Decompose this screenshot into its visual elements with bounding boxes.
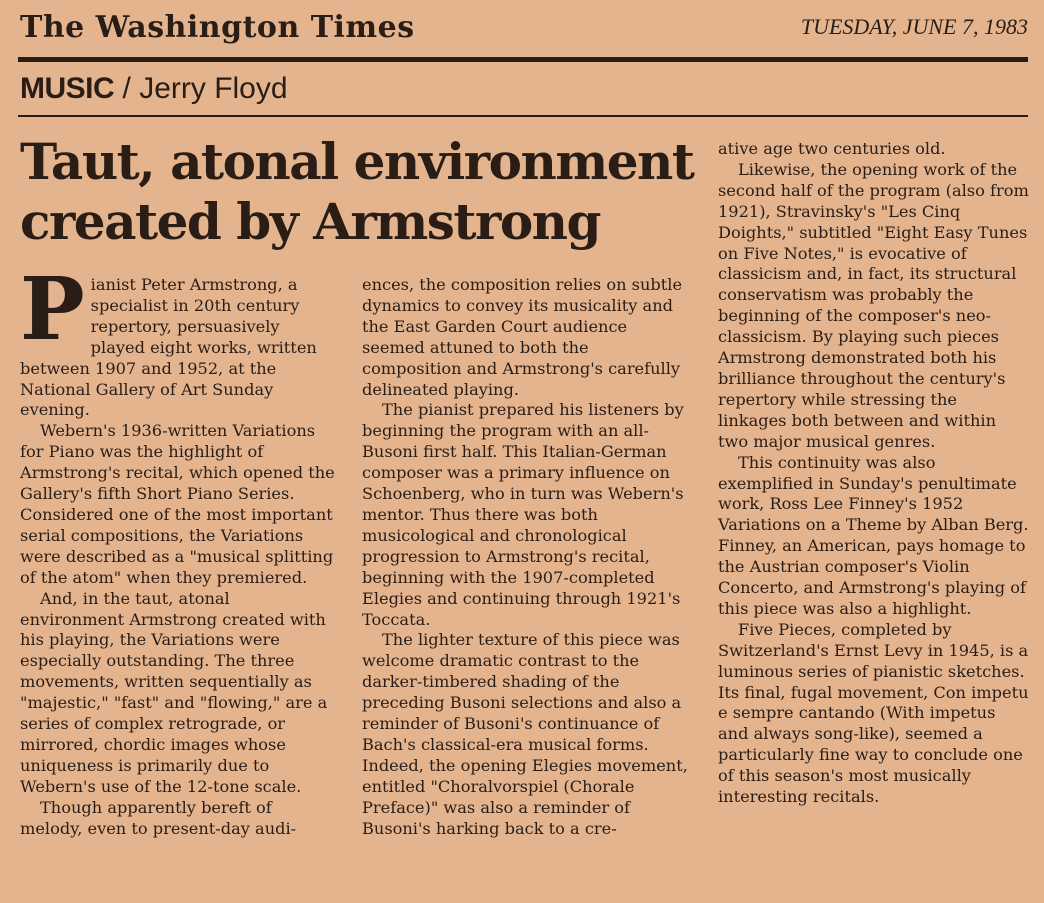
article-paragraph: Webern's 1936-written Variations for Piano was the highlight of Armstrong's recital, which opened the Gallery's fifth Short Piano Series. Considered one of the most important serial compositions, the Variations were described as a "musical splitting of the atom" when they premiered.: [20, 421, 335, 587]
article-headline: Taut, atonal environment created by Armstrong: [20, 132, 694, 251]
author-name: Jerry Floyd: [139, 72, 288, 105]
masthead-rule: [18, 57, 1028, 62]
article-paragraph: Though apparently bereft of melody, even to present-day audi-: [20, 797, 297, 838]
article-paragraph: Likewise, the opening work of the second half of the program (also from 1921), Stravinsky's "Les Cinq Doights," subtitled "Eight Easy Tunes on Five Notes," is evocative of classicism and, in fact, its structural conservatism was probably the beginning of the composer's neo-classicism. By playing such pieces Armstrong demonstrated both his brilliance throughout the century's repertory while stressing the linkages both between and within two major musical genres.: [718, 159, 1029, 451]
paragraph-text: ianist Peter Armstrong, a specialist in 20th century repertory, persuasively played eight works, written between 1907 and 1952, at the National Gallery of Art Sunday evening.: [20, 275, 317, 420]
article-column-1: [20, 259, 336, 839]
article-paragraph: The pianist prepared his listeners by beginning the program with an all-Busoni first half. This Italian-German composer was a primary influence on Schoenberg, who in turn was Webern's mentor. Thus there was both musicological and chronological progression to Armstrong's recital, beginning with the 1907-completed Elegies and continuing through 1921's Toccata.: [362, 400, 684, 629]
article-paragraph: This continuity was also exemplified in Sunday's penultimate work, Ross Lee Finney's 1952 Variations on a Theme by Alban Berg. Finney, an American, pays homage to the Austrian composer's Violin Concerto, and Armstrong's playing of this piece was also a highlight.: [718, 452, 1029, 618]
byline-separator: /: [114, 72, 140, 105]
issue-date: TUESDAY, JUNE 7, 1983: [800, 14, 1028, 39]
section-name: MUSIC: [20, 72, 115, 105]
masthead: [20, 6, 1030, 58]
article-paragraph: [20, 259, 336, 421]
newspaper-name: The Washington Times: [20, 10, 415, 45]
article-paragraph: ative age two centuries old.: [718, 139, 946, 158]
drop-cap: P: [20, 259, 85, 360]
article-column-3: [718, 139, 1030, 808]
section-byline: [20, 72, 288, 106]
article-paragraph: Five Pieces, completed by Switzerland's Ernst Levy in 1945, is a luminous series of pianistic sketches. Its final, fugal movement, Con impetu e sempre cantando (With impetus and always song-like), seemed a particularly fine way to conclude one of this season's most musically interesting recitals.: [718, 619, 1029, 807]
article-paragraph: And, in the taut, atonal environment Armstrong created with his playing, the Variations were especially outstanding. The three movements, written sequentially as "majestic," "fast" and "flowing," are a series of complex retrograde, or mirrored, chordic images whose uniqueness is primarily due to Webern's use of the 12-tone scale.: [20, 588, 328, 796]
article-column-2: [362, 275, 692, 839]
article-paragraph: The lighter texture of this piece was welcome dramatic contrast to the darker-timbered shading of the preceding Busoni selections and also a reminder of Busoni's continuance of Bach's classical-era musical forms. Indeed, the opening Elegies movement, entitled "Choralvorspiel (Chorale Preface)" was also a reminder of Busoni's harking back to a cre-: [362, 630, 688, 838]
article-paragraph: ences, the composition relies on subtle dynamics to convey its musicality and the East Garden Court audience seemed attuned to both the composition and Armstrong's carefully delineated playing.: [362, 275, 683, 399]
section-rule: [18, 115, 1028, 117]
